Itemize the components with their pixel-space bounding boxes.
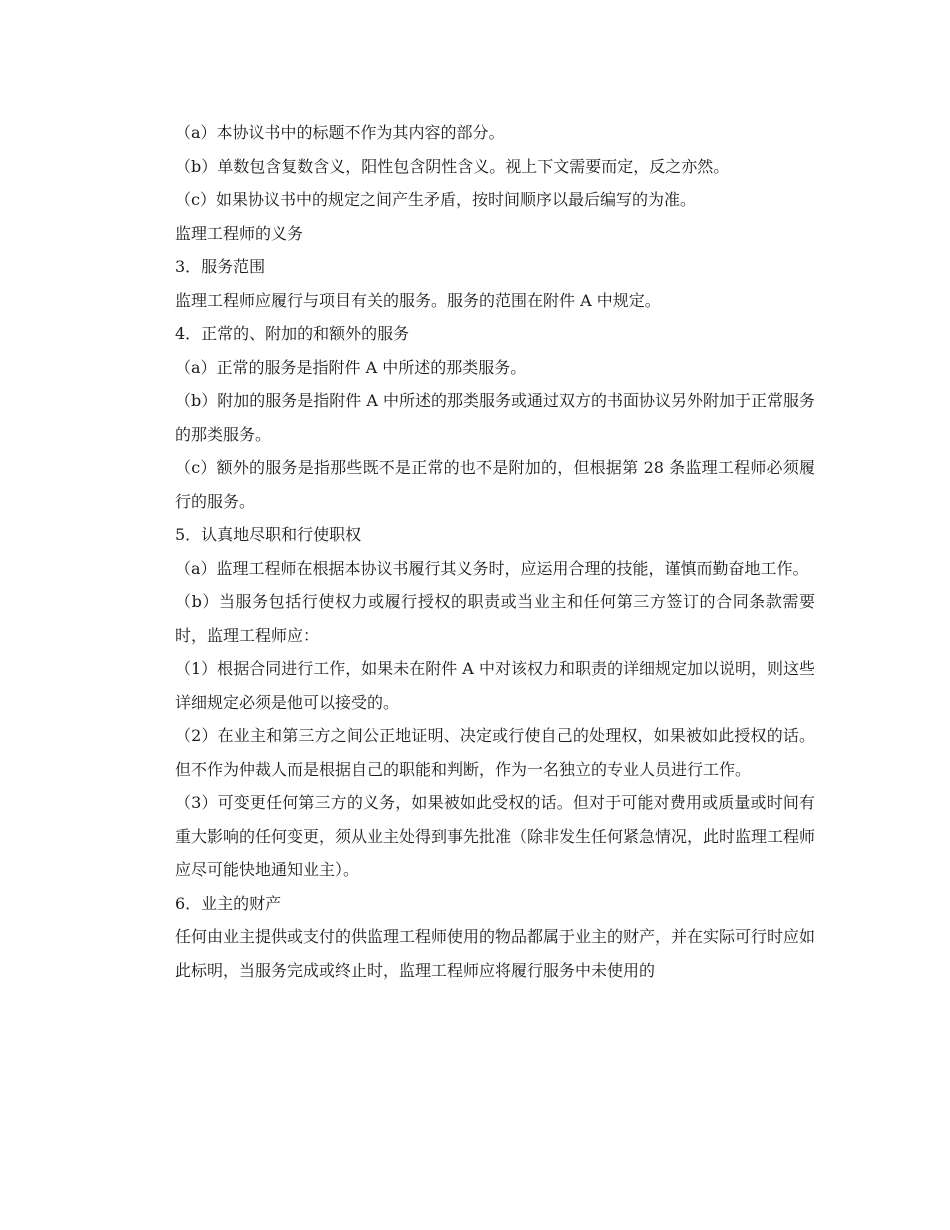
clause-5b-3: （3）可变更任何第三方的义务，如果被如此受权的话。但对于可能对费用或质量或时间有重大影响的任何变更，须从业主处得到事先批准（除非发生任何紧急情况，此时监理工程师应尽可能快地通知业主）。 [175, 793, 816, 879]
heading-3-scope: 3．服务范围 [175, 257, 266, 276]
clause-4c-extra: （c）额外的服务是指那些既不是正常的也不是附加的，但根据第 28 条监理工程师必须履行的服务。 [175, 458, 815, 511]
clause-4a-normal: （a）正常的服务是指附件 A 中所述的那类服务。 [175, 357, 527, 377]
heading-5-duty: 5．认真地尽职和行使职权 [175, 525, 362, 544]
clause-5b-2: （2）在业主和第三方之间公正地证明、决定或行使自己的处理权，如果被如此授权的话。但不作为仲裁人而是根据自己的职能和判断，作为一名独立的专业人员进行工作。 [175, 726, 815, 779]
clause-b-singular-plural: （b）单数包含复数含义，阳性包含阴性含义。视上下文需要而定，反之亦然。 [175, 156, 730, 176]
clause-c-conflict: （c）如果协议书中的规定之间产生矛盾，按时间顺序以最后编写的为准。 [175, 190, 696, 209]
clause-5b-1: （1）根据合同进行工作，如果未在附件 A 中对该权力和职责的详细规定加以说明，则这些详细规定必须是他可以接受的。 [175, 659, 815, 712]
document-body [175, 116, 815, 987]
clause-5b-authority: （b）当服务包括行使权力或履行授权的职责或当业主和任何第三方签订的合同条款需要时，监理工程师应： [175, 592, 815, 645]
section-heading-obligations: 监理工程师的义务 [175, 223, 304, 243]
property-paragraph: 任何由业主提供或支付的供监理工程师使用的物品都属于业主的财产，并在实际可行时应如此标明，当服务完成或终止时，监理工程师应将履行服务中未使用的 [175, 927, 816, 980]
clause-4b-additional: （b）附加的服务是指附件 A 中所述的那类服务或通过双方的书面协议另外附加于正常服务的那类服务。 [175, 391, 815, 444]
scope-paragraph: 监理工程师应履行与项目有关的服务。服务的范围在附件 A 中规定。 [175, 290, 661, 310]
heading-6-property: 6．业主的财产 [175, 893, 282, 913]
clause-a-titles: （a）本协议书中的标题不作为其内容的部分。 [175, 123, 505, 142]
clause-5a-skill: （a）监理工程师在根据本协议书履行其义务时，应运用合理的技能，谨慎而勤奋地工作。 [175, 558, 809, 578]
heading-4-services: 4．正常的、附加的和额外的服务 [175, 324, 410, 343]
